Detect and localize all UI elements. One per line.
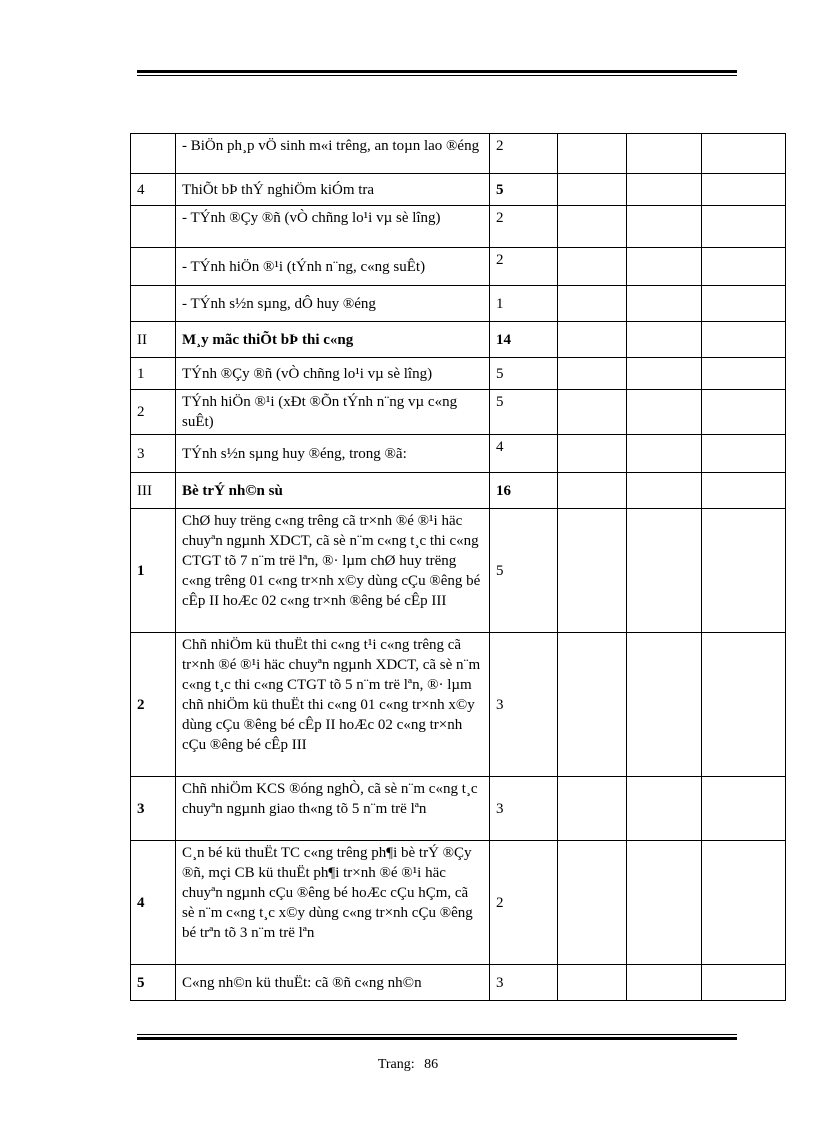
score-value: 3 xyxy=(490,965,558,1001)
table-row xyxy=(131,206,786,248)
row-number xyxy=(131,248,176,286)
empty-cell xyxy=(558,841,627,965)
empty-cell xyxy=(702,248,786,286)
row-number: 4 xyxy=(131,841,176,965)
row-number: 5 xyxy=(131,965,176,1001)
row-number: 3 xyxy=(131,435,176,473)
page-number: 86 xyxy=(424,1057,439,1072)
row-number xyxy=(131,286,176,322)
criterion-text: - TÝnh s½n sµng, dÔ huy ®éng xyxy=(176,286,490,322)
table-row xyxy=(131,509,786,633)
table-row xyxy=(131,286,786,322)
row-number: 3 xyxy=(131,777,176,841)
empty-cell xyxy=(702,390,786,435)
page-footer xyxy=(0,1057,816,1073)
score-value: 2 xyxy=(490,206,558,248)
section-number: III xyxy=(131,473,176,509)
table-row xyxy=(131,134,786,174)
row-number xyxy=(131,206,176,248)
score-value: 5 xyxy=(490,390,558,435)
score-value: 4 xyxy=(490,435,558,473)
section-number: II xyxy=(131,322,176,358)
empty-cell xyxy=(558,633,627,777)
score-value: 3 xyxy=(490,777,558,841)
criterion-text: Chñ nhiÖm KCS ®óng nghÒ, cã sè n¨m c«ng t¸c chuyªn ngµnh giao th«ng tõ 5 n¨m trë lªn xyxy=(176,777,490,841)
score-value: 5 xyxy=(490,174,558,206)
criterion-text: - TÝnh hiÖn ®¹i (tÝnh n¨ng, c«ng suÊt) xyxy=(176,248,490,286)
table-row xyxy=(131,322,786,358)
empty-cell xyxy=(558,286,627,322)
empty-cell xyxy=(627,435,702,473)
score-value: 5 xyxy=(490,509,558,633)
table-row xyxy=(131,390,786,435)
empty-cell xyxy=(702,358,786,390)
table-row xyxy=(131,841,786,965)
empty-cell xyxy=(558,206,627,248)
empty-cell xyxy=(702,473,786,509)
section-score: 14 xyxy=(490,322,558,358)
empty-cell xyxy=(627,358,702,390)
score-value: 2 xyxy=(490,134,558,174)
table-row xyxy=(131,777,786,841)
criterion-text: - TÝnh ®Çy ®ñ (vÒ chñng lo¹i vµ sè lîng) xyxy=(176,206,490,248)
empty-cell xyxy=(558,777,627,841)
empty-cell xyxy=(627,174,702,206)
empty-cell xyxy=(702,206,786,248)
empty-cell xyxy=(558,509,627,633)
empty-cell xyxy=(627,134,702,174)
empty-cell xyxy=(702,965,786,1001)
empty-cell xyxy=(702,777,786,841)
table-row xyxy=(131,965,786,1001)
empty-cell xyxy=(627,509,702,633)
criterion-text: TÝnh s½n sµng huy ®éng, trong ®ã: xyxy=(176,435,490,473)
empty-cell xyxy=(702,841,786,965)
empty-cell xyxy=(627,633,702,777)
empty-cell xyxy=(702,633,786,777)
empty-cell xyxy=(558,174,627,206)
empty-cell xyxy=(558,248,627,286)
criterion-text: - BiÖn ph¸p vÖ sinh m«i trêng, an toµn lao ®éng xyxy=(176,134,490,174)
score-value: 1 xyxy=(490,286,558,322)
row-number: 1 xyxy=(131,358,176,390)
empty-cell xyxy=(702,174,786,206)
section-score: 16 xyxy=(490,473,558,509)
scoring-table xyxy=(130,133,786,1001)
score-value: 3 xyxy=(490,633,558,777)
section-title: M¸y mãc thiÕt bÞ thi c«ng xyxy=(176,322,490,358)
footer-rule xyxy=(137,1034,737,1040)
empty-cell xyxy=(702,509,786,633)
score-value: 5 xyxy=(490,358,558,390)
empty-cell xyxy=(558,473,627,509)
empty-cell xyxy=(558,435,627,473)
empty-cell xyxy=(627,841,702,965)
table-row xyxy=(131,473,786,509)
criterion-text: ThiÕt bÞ thÝ nghiÖm kiÓm tra xyxy=(176,174,490,206)
empty-cell xyxy=(702,134,786,174)
row-number: 2 xyxy=(131,390,176,435)
table-row xyxy=(131,633,786,777)
criterion-text: ChØ huy trëng c«ng trêng cã tr×nh ®é ®¹i häc chuyªn ngµnh XDCT, cã sè n¨m c«ng t¸c thi c«ng CTGT tõ 7 n¨m trë lªn, ®· lµm chØ huy trëng c«ng trêng 01 c«ng tr×nh x©y dùng cÇu ®êng bé cÊp II hoÆc 02 c«ng tr×nh ®êng bé cÊp III xyxy=(176,509,490,633)
criterion-text: TÝnh ®Çy ®ñ (vÒ chñng lo¹i vµ sè lîng) xyxy=(176,358,490,390)
empty-cell xyxy=(627,206,702,248)
section-title: Bè trÝ nh©n sù xyxy=(176,473,490,509)
empty-cell xyxy=(627,777,702,841)
table-row xyxy=(131,174,786,206)
criterion-text: C¸n bé kü thuËt TC c«ng trêng ph¶i bè trÝ ®Çy ®ñ, mçi CB kü thuËt ph¶i tr×nh ®é ®¹i häc chuyªn ngµnh cÇu ®êng bé hoÆc cÇu hÇm, cã sè n¨m c«ng t¸c x©y dùng c«ng tr×nh cÇu ®êng bé trªn tõ 3 n¨m trë lªn xyxy=(176,841,490,965)
table-row xyxy=(131,435,786,473)
table-row xyxy=(131,248,786,286)
empty-cell xyxy=(558,134,627,174)
empty-cell xyxy=(558,322,627,358)
empty-cell xyxy=(627,390,702,435)
empty-cell xyxy=(627,473,702,509)
empty-cell xyxy=(702,435,786,473)
criterion-text: TÝnh hiÖn ®¹i (xÐt ®Õn tÝnh n¨ng vµ c«ng suÊt) xyxy=(176,390,490,435)
row-number xyxy=(131,134,176,174)
empty-cell xyxy=(702,322,786,358)
empty-cell xyxy=(558,965,627,1001)
row-number: 2 xyxy=(131,633,176,777)
score-value: 2 xyxy=(490,841,558,965)
row-number: 1 xyxy=(131,509,176,633)
table-row xyxy=(131,358,786,390)
criterion-text: C«ng nh©n kü thuËt: cã ®ñ c«ng nh©n xyxy=(176,965,490,1001)
empty-cell xyxy=(627,286,702,322)
empty-cell xyxy=(627,322,702,358)
empty-cell xyxy=(702,286,786,322)
empty-cell xyxy=(558,390,627,435)
empty-cell xyxy=(627,965,702,1001)
score-value: 2 xyxy=(490,248,558,286)
empty-cell xyxy=(558,358,627,390)
page-label: Trang: xyxy=(377,1057,415,1072)
criterion-text: Chñ nhiÖm kü thuËt thi c«ng t¹i c«ng trêng cã tr×nh ®é ®¹i häc chuyªn ngµnh XDCT, cã sè n¨m c«ng t¸c thi c«ng CTGT tõ 5 n¨m trë lªn, ®· lµm chñ nhiÖm kü thuËt thi c«ng 01 c«ng tr×nh x©y dùng cÇu ®êng bé cÊp II hoÆc 02 c«ng tr×nh cÇu ®êng bé cÊp III xyxy=(176,633,490,777)
row-number: 4 xyxy=(131,174,176,206)
empty-cell xyxy=(627,248,702,286)
header-rule xyxy=(137,70,737,76)
